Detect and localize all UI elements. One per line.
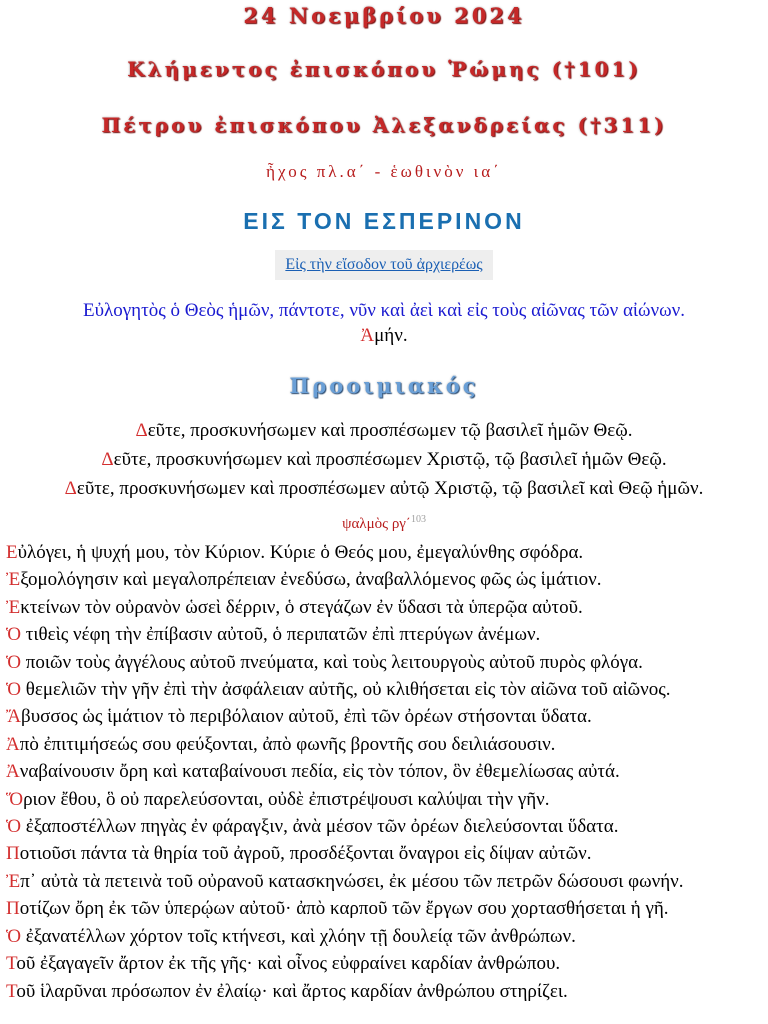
verse-initial: Ἄ	[6, 706, 22, 728]
verse-line	[6, 731, 768, 758]
verse-initial: Ὁ	[6, 816, 22, 838]
invitation-initial: Δ	[135, 420, 148, 441]
verse-text: ὐλόγει, ἡ ψυχή μου, τὸν Κύριον. Κύριε ὁ Θεός μου, ἐμεγαλύνθης σφόδρα.	[17, 542, 584, 563]
verse-text: ναβαίνουσιν ὄρη καὶ καταβαίνουσι πεδία, εἰς τὸν τόπον, ὃν ἐθεμελίωσας αὐτά.	[19, 761, 620, 783]
verse-text: ξομολόγησιν καὶ μεγαλοπρέπειαν ἐνεδύσω, ἀναβαλλόμενος φῶς ὡς ἱμάτιον.	[20, 569, 602, 591]
verse-initial: Ὅ	[6, 788, 24, 810]
verse-line	[6, 786, 768, 813]
entry-button-row	[0, 250, 768, 280]
invitation-text: εῦτε, προσκυνήσωμεν καὶ προσπέσωμεν Χριστῷ, τῷ βασιλεῖ ἡμῶν Θεῷ.	[113, 449, 667, 470]
verse-line	[6, 950, 768, 977]
verse-initial: Ὁ	[6, 651, 22, 673]
amen-line	[0, 323, 768, 348]
verse-text: πὸ ἐπιτιμήσεώς σου φεύξονται, ἀπὸ φωνῆς βροντῆς σου δειλιάσουσιν.	[19, 733, 556, 755]
verse-text: ἐξανατέλλων χόρτον τοῖς κτήνεσι, καὶ χλόην τῇ δουλείᾳ τῶν ἀνθρώπων.	[21, 925, 576, 947]
invitation-text: εῦτε, προσκυνήσωμεν καὶ προσπέσωμεν τῷ βασιλεῖ ἡμῶν Θεῷ.	[147, 420, 633, 441]
invitation-line	[0, 416, 768, 445]
verse-line	[6, 758, 768, 785]
verse-initial: Ἐ	[6, 596, 21, 618]
verse-text: βυσσος ὡς ἱμάτιον τὸ περιβόλαιον αὐτοῦ, ἐπὶ τῶν ὀρέων στήσονται ὕδατα.	[21, 706, 592, 728]
invitation-line	[0, 474, 768, 503]
verse-line	[6, 621, 768, 648]
verse-text: π᾿ αὐτὰ τὰ πετεινὰ τοῦ οὐρανοῦ κατασκηνώσει, ἐκ μέσου τῶν πετρῶν δώσουσι φωνήν.	[20, 870, 684, 892]
saint-title-clement: Κλήμεντος ἐπισκόπου Ῥώμης (†101)	[127, 57, 641, 81]
blessing-text: Εὐλογητὸς ὁ Θεὸς ἡμῶν, πάντοτε, νῦν καὶ ἀεὶ καὶ εἰς τοὺς αἰῶνας τῶν αἰώνων.	[83, 300, 685, 321]
verse-initial: Ε	[6, 542, 18, 563]
verse-line	[6, 840, 768, 867]
psalm-title: ψαλμὸς ργ΄	[342, 516, 411, 532]
amen-initial: Ἀ	[360, 325, 375, 346]
blessing	[0, 298, 768, 348]
verse-initial: Τ	[6, 953, 17, 975]
verse-initial: Ἐ	[6, 870, 21, 892]
verse-text: ἐξαποστέλλων πηγὰς ἐν φάραγξιν, ἀνὰ μέσον τῶν ὀρέων διελεύσονται ὕδατα.	[21, 816, 619, 838]
prooimiakos-heading: Προοιμιακός	[289, 373, 479, 398]
vespers-heading: ΕΙΣ ΤΟΝ ΕΣΠΕΡΙΝΟΝ	[243, 208, 525, 234]
saint-title-peter: Πέτρου ἐπισκόπου Ἀλεξανδρείας (†311)	[101, 113, 667, 137]
verse-text: κτείνων τὸν οὐρανὸν ὡσεὶ δέρριν, ὁ στεγάζων ἐν ὕδασι τὰ ὑπερῷα αὐτοῦ.	[20, 596, 583, 618]
amen-text: μήν.	[374, 325, 408, 346]
verse-line	[6, 895, 768, 922]
verse-line	[6, 539, 768, 566]
verse-text: οτίζων ὄρη ἐκ τῶν ὑπερῴων αὐτοῦ· ἀπὸ καρποῦ τῶν ἔργων σου χορτασθήσεται ἡ γῆ.	[19, 898, 669, 920]
verse-line	[6, 868, 768, 895]
verse-initial: Π	[6, 843, 20, 865]
verse-line	[6, 649, 768, 676]
psalm-verses	[0, 539, 768, 1005]
verse-initial: Ἐ	[6, 569, 21, 591]
verse-text: οῦ ἐξαγαγεῖν ἄρτον ἐκ τῆς γῆς· καὶ οἶνος εὐφραίνει καρδίαν ἀνθρώπου.	[16, 953, 561, 975]
invitation-text: εῦτε, προσκυνήσωμεν καὶ προσπέσωμεν αὐτῷ Χριστῷ, τῷ βασιλεῖ καὶ Θεῷ ἡμῶν.	[76, 478, 704, 499]
verse-text: ποιῶν τοὺς ἀγγέλους αὐτοῦ πνεύματα, καὶ τοὺς λειτουργοὺς αὐτοῦ πυρὸς φλόγα.	[21, 651, 643, 673]
echos-label: ἦχος πλ.α΄ - ἑωθινὸν ια΄	[266, 162, 502, 181]
verse-line	[6, 676, 768, 703]
verse-initial: Ἀ	[6, 733, 20, 755]
verse-text: ριον ἔθου, ὃ οὐ παρελεύσονται, οὐδὲ ἐπιστρέψουσι καλύψαι τὴν γῆν.	[23, 788, 550, 810]
bishop-entrance-button[interactable]: Εἰς τὴν εἴσοδον τοῦ ἀρχιερέως	[275, 250, 492, 280]
invitation-initial: Δ	[101, 449, 114, 470]
psalm-number: 103	[410, 514, 426, 525]
date-title: 24 Νοεμβρίου 2024	[243, 3, 525, 28]
verse-line	[6, 703, 768, 730]
verse-text: τιθεὶς νέφη τὴν ἐπίβασιν αὐτοῦ, ὁ περιπατῶν ἐπὶ πτερύγων ἀνέμων.	[21, 624, 541, 646]
verse-line	[6, 566, 768, 593]
verse-text: οτιοῦσι πάντα τὰ θηρία τοῦ ἀγροῦ, προσδέξονται ὄναγροι εἰς δίψαν αὐτῶν.	[19, 843, 592, 865]
psalm-label	[0, 509, 768, 531]
verse-initial: Ὁ	[6, 624, 22, 646]
verse-initial: Τ	[6, 980, 17, 1002]
invitation-initial: Δ	[64, 478, 77, 499]
verse-initial: Π	[6, 898, 20, 920]
verse-line	[6, 813, 768, 840]
verse-initial: Ὁ	[6, 679, 22, 701]
verse-initial: Ἀ	[6, 761, 20, 783]
verse-line	[6, 923, 768, 950]
verse-text: οῦ ἱλαρῦναι πρόσωπον ἐν ἐλαίῳ· καὶ ἄρτος καρδίαν ἀνθρώπου στηρίζει.	[16, 980, 568, 1002]
verse-line	[6, 978, 768, 1005]
invitation-line	[0, 445, 768, 474]
invitations	[0, 416, 768, 503]
verse-initial: Ὁ	[6, 925, 22, 947]
verse-text: θεμελιῶν τὴν γῆν ἐπὶ τὴν ἀσφάλειαν αὐτῆς, οὐ κλιθήσεται εἰς τὸν αἰῶνα τοῦ αἰῶνος.	[21, 679, 671, 701]
verse-line	[6, 594, 768, 621]
